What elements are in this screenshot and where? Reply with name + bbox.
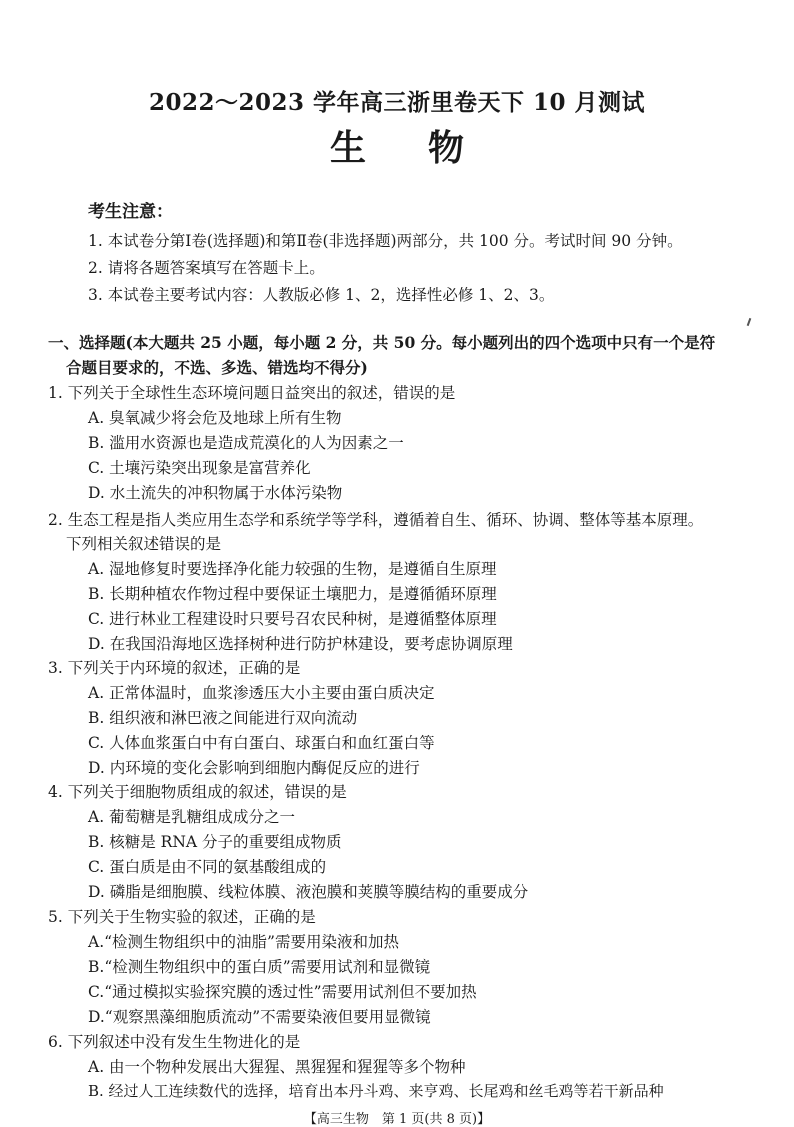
question-1-option-b: B. 滥用水资源也是造成荒漠化的人为因素之一: [88, 434, 404, 452]
notice-item-1: 1. 本试卷分第Ⅰ卷(选择题)和第Ⅱ卷(非选择题)两部分，共 100 分。考试时间 90 分钟。: [88, 232, 683, 250]
notice-item-3: 3. 本试卷主要考试内容：人教版必修 1、2，选择性必修 1、2、3。: [88, 286, 555, 304]
question-5-option-b: B.“检测生物组织中的蛋白质”需要用试剂和显微镜: [88, 958, 431, 976]
question-3-option-d: D. 内环境的变化会影响到细胞内酶促反应的进行: [88, 759, 420, 777]
question-6-option-b: B. 经过人工连续数代的选择，培育出本丹斗鸡、来亨鸡、长尾鸡和丝毛鸡等若干新品种: [88, 1082, 664, 1100]
question-3-option-c: C. 人体血浆蛋白中有白蛋白、球蛋白和血红蛋白等: [88, 734, 435, 752]
question-5-option-d: D.“观察黑藻细胞质流动”不需要染液但要用显微镜: [88, 1008, 431, 1026]
exam-title: 2022～2023 学年高三浙里卷天下 10 月测试: [148, 89, 646, 116]
question-2-stem: 2. 生态工程是指人类应用生态学和系统学等学科，遵循着自生、循环、协调、整体等基本原理。: [48, 511, 704, 529]
question-4-option-c: C. 蛋白质是由不同的氨基酸组成的: [88, 858, 327, 876]
question-1-stem: 1. 下列关于全球性生态环境问题日益突出的叙述，错误的是: [48, 384, 456, 402]
question-2-option-b: B. 长期种植农作物过程中要保证土壤肥力，是遵循循环原理: [88, 585, 497, 603]
question-5-stem: 5. 下列关于生物实验的叙述，正确的是: [48, 908, 316, 926]
question-3-stem: 3. 下列关于内环境的叙述，正确的是: [48, 659, 301, 677]
question-3-option-b: B. 组织液和淋巴液之间能进行双向流动: [88, 709, 358, 727]
question-3-option-a: A. 正常体温时，血浆渗透压大小主要由蛋白质决定: [88, 684, 435, 702]
section-heading-line2: 合题目要求的，不选、多选、错选均不得分): [66, 358, 368, 377]
notice-item-2: 2. 请将各题答案填写在答题卡上。: [88, 259, 325, 277]
question-1-option-a: A. 臭氧减少将会危及地球上所有生物: [88, 409, 342, 427]
page-footer: 【高三生物 第 1 页(共 8 页)】: [303, 1112, 491, 1127]
question-2-option-d: D. 在我国沿海地区选择树种进行防护林建设，要考虑协调原理: [88, 635, 513, 653]
question-5-option-c: C.“通过模拟实验探究膜的透过性”需要用试剂但不要加热: [88, 983, 477, 1001]
subject-title: 生物: [329, 127, 526, 169]
question-4-stem: 4. 下列关于细胞物质组成的叙述，错误的是: [48, 783, 347, 801]
notice-heading: 考生注意：: [88, 202, 173, 222]
section-heading-line1: 一、选择题(本大题共 25 小题，每小题 2 分，共 50 分。每小题列出的四个选项中只有一个是符: [48, 333, 716, 352]
question-2-stem-continued: 下列相关叙述错误的是: [66, 535, 222, 553]
question-2-option-a: A. 湿地修复时要选择净化能力较强的生物，是遵循自生原理: [88, 560, 497, 578]
question-4-option-a: A. 葡萄糖是乳糖组成成分之一: [88, 808, 296, 826]
question-5-option-a: A.“检测生物组织中的油脂”需要用染液和加热: [88, 933, 399, 951]
question-6-stem: 6. 下列叙述中没有发生生物进化的是: [48, 1033, 301, 1051]
question-4-option-b: B. 核糖是 RNA 分子的重要组成物质: [88, 833, 342, 851]
question-1-option-c: C. 土壤污染突出现象是富营养化: [88, 459, 311, 477]
question-1-option-d: D. 水土流失的冲积物属于水体污染物: [88, 484, 343, 502]
question-6-option-a: A. 由一个物种发展出大猩猩、黑猩猩和猩猩等多个物种: [88, 1058, 466, 1076]
question-2-option-c: C. 进行林业工程建设时只要号召农民种树，是遵循整体原理: [88, 610, 497, 628]
question-4-option-d: D. 磷脂是细胞膜、线粒体膜、液泡膜和荚膜等膜结构的重要成分: [88, 883, 529, 901]
scan-mark: [747, 318, 752, 326]
